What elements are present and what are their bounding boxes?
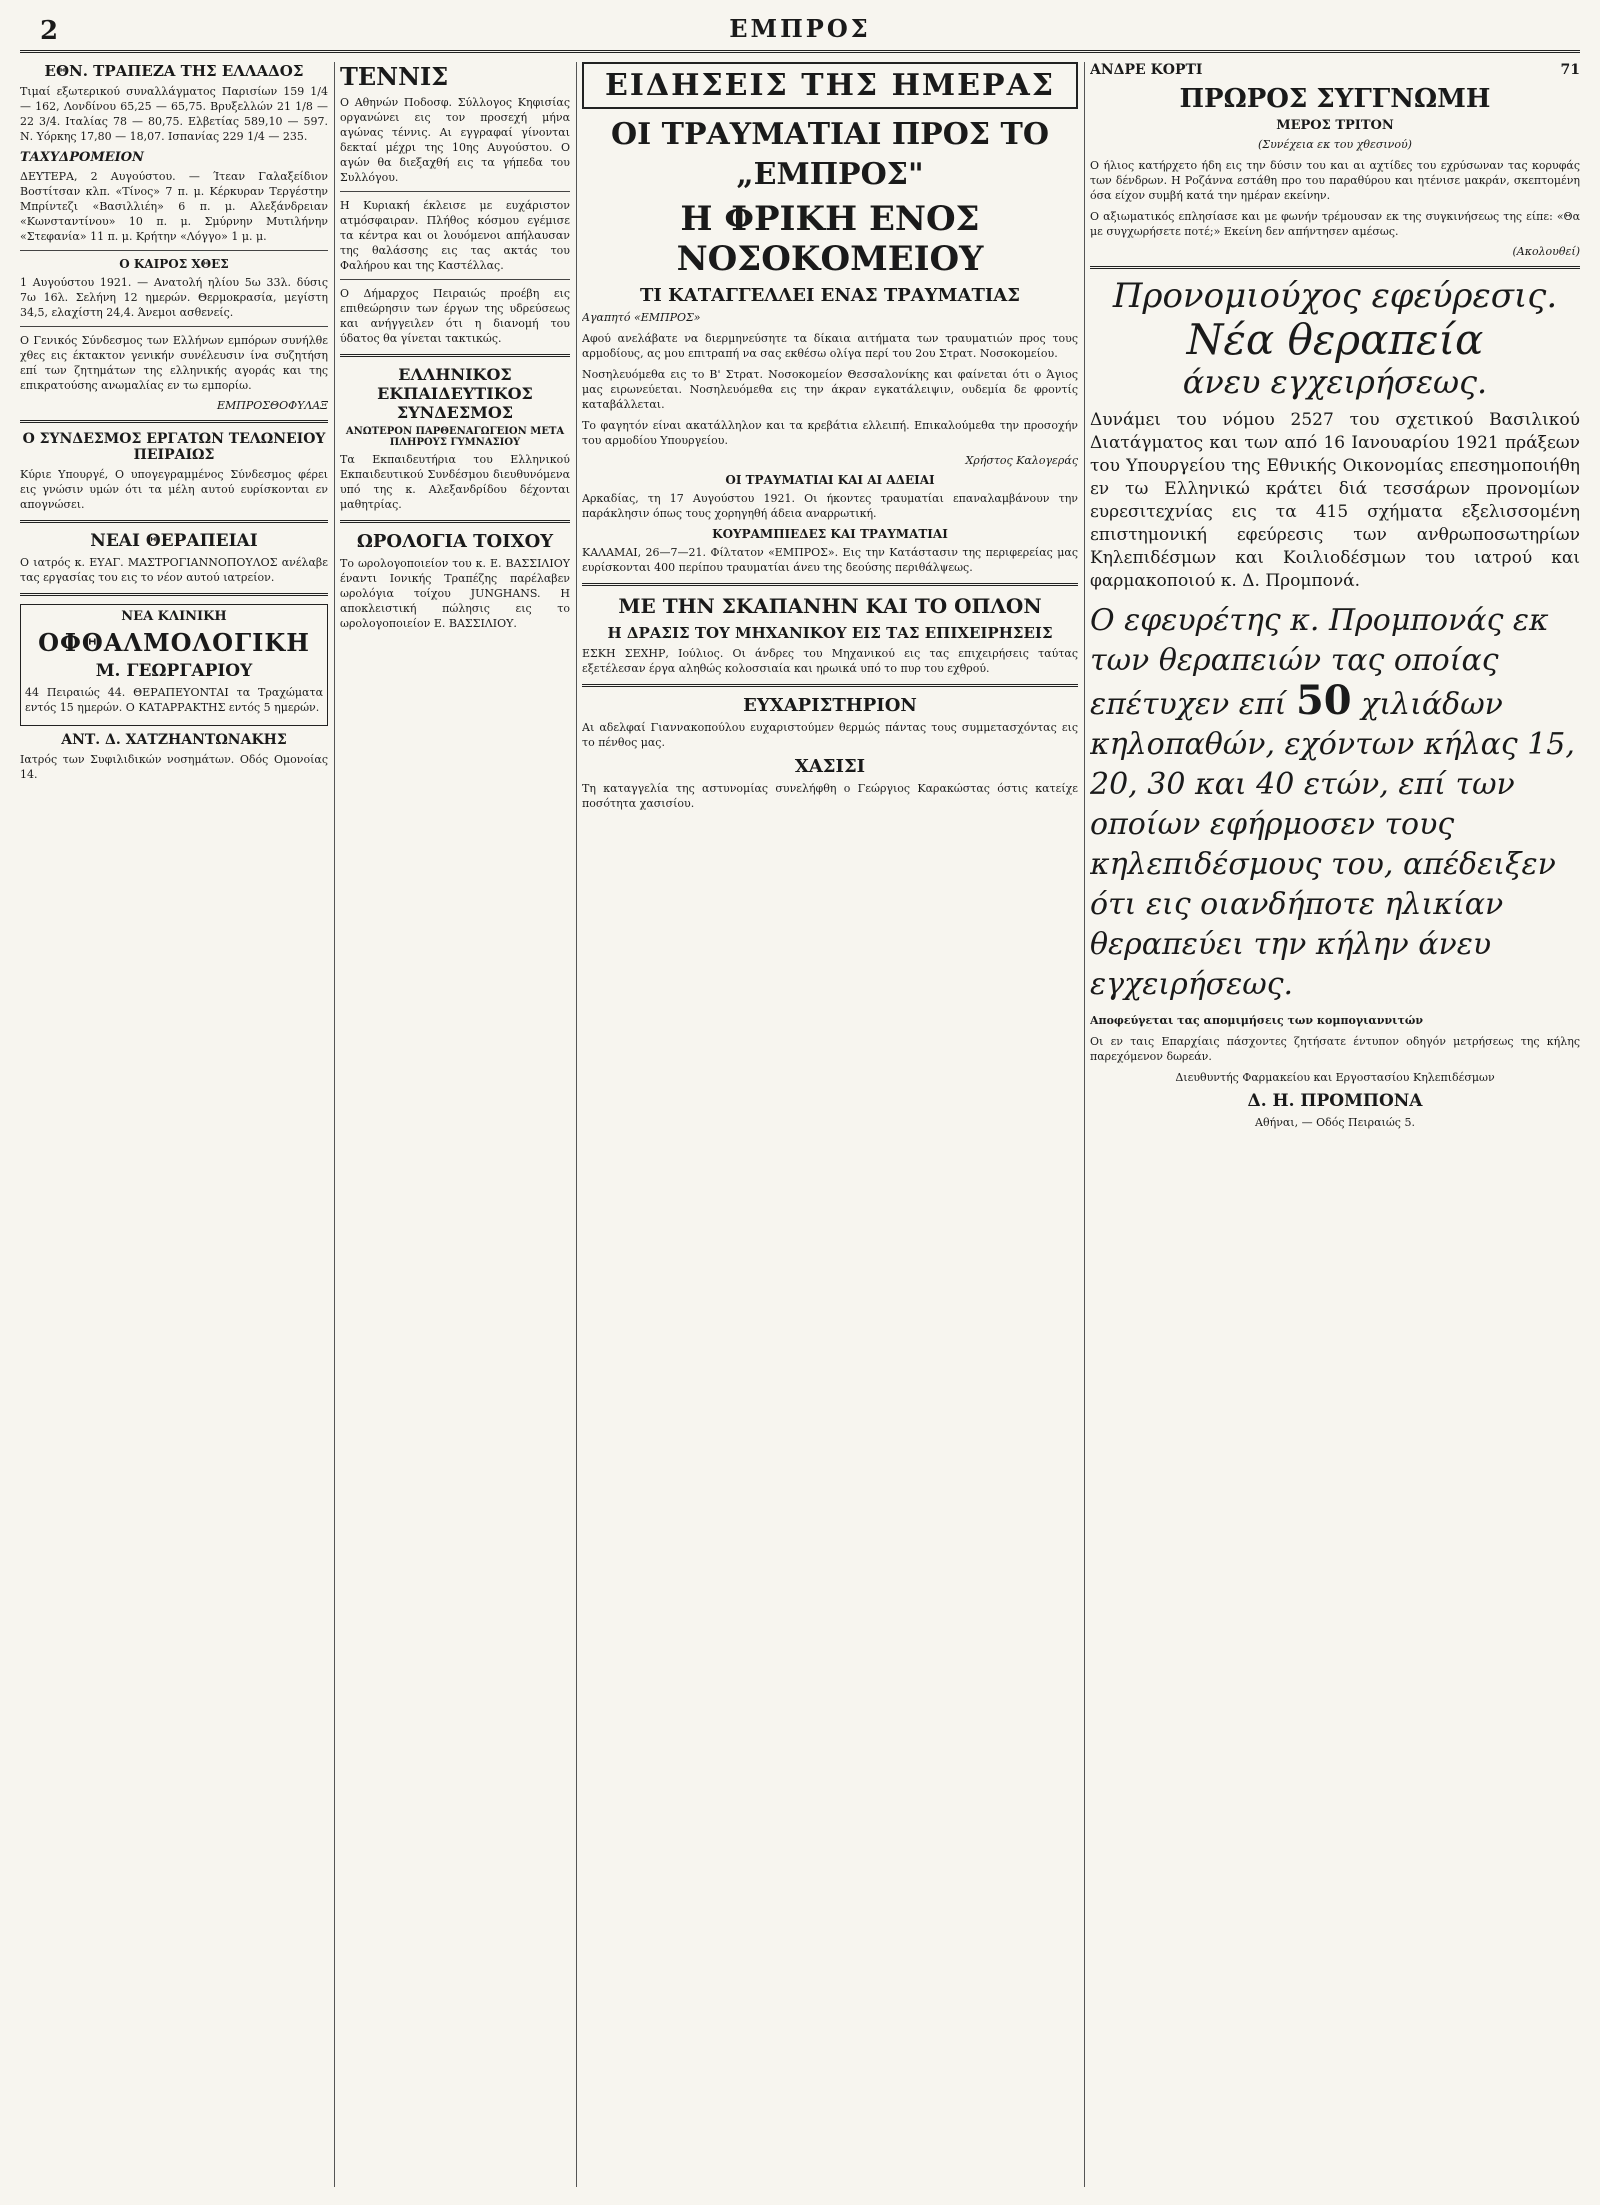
clinic-text: 44 Πειραιώς 44. ΘΕΡΑΠΕΥΟΝΤΑΙ τα Τραχώματα εντός 15 ημερών. Ο ΚΑΤΑΡΡΑΚΤΗΣ εντός 5 ημερών. <box>25 686 323 714</box>
paper-name: ΕΜΠΡΟΣ <box>729 14 871 43</box>
post-text: ΔΕΥΤΕΡΑ, 2 Αυγούστου. — Ίτεαν Γαλαξείδιον Βοστίτσαν κλπ. «Τίνος» 7 π. μ. Κέρκυραν Τεργέστην Μπρίντεζι «Βασιλλιέη» 6 π. μ. Αλεξάνδρειαν «Κωνσταντίνου» 10 π. μ. Σμύρνην Μυτιλήνην «Στεφανία» 11 π. μ. Κρήτην «Λόγγο» 1 μ. μ. <box>20 170 328 243</box>
clinic-name: Μ. ΓΕΩΡΓΑΡΙΟΥ <box>95 661 253 681</box>
column-rule <box>1084 62 1085 2187</box>
union-text: Κύριε Υπουργέ, Ο υπογεγραμμένος Σύνδεσμος φέρει εις γνώσιν υμών ότι τα μέλη αυτού ευρίσκονται εν απογνώσει. <box>20 468 328 511</box>
column2-text-2: Η Κυριακή έκλεισε με ευχάριστον ατμόσφαιραν. Πλήθος κόσμου εγέμισε τα κέντρα και οι λουόμενοι απήλαυσαν της θαλάσσης εις τας ακτάς του Φαλήρου και της Καστέλλας. <box>340 199 570 272</box>
doctor-title: ΑΝΤ. Δ. ΧΑΤΖΗΑΝΤΩΝΑΚΗΣ <box>61 732 287 748</box>
news-banner: ΕΙΔΗΣΕΙΣ ΤΗΣ ΗΜΕΡΑΣ <box>582 62 1078 109</box>
serial-part: ΜΕΡΟΣ ΤΡΙΤΟΝ <box>1276 118 1394 133</box>
tennis-text: Ο Αθηνών Ποδοσφ. Σύλλογος Κηφισίας οργανώνει εις τον προσεχή μήνα αγώνας τέννις. Αι εγγραφαί γίνονται δεκταί μέχρι της 10ης Αυγούστου. Ο αγών θα διεξαχθή εις τα γήπεδα του Συλλόγου. <box>340 96 570 184</box>
tennis-title: ΤΕΝΝΙΣ <box>340 62 449 91</box>
ad-body: Δυνάμει του νόμου 2527 του σχετικού Βασιλικού Διατάγματος και των από 16 Ιανουαρίου 1921 πράξεων του Υπουργείου της Εθνικής Οικονομίας επεσημοποιήθη εν τω Ελληνικώ κράτει διά τεσσάρων προνομίων ευρεσιτεχνίας εις τα 415 σχήματα εξελισσομένη επιστημονική εφεύρεσις των ανθρωποσωτηρίων Κηλεπιδέσμων και Κοιλιοδέσμων του ιατρού και φαρμακοποιού κ. Δ. Προμπονά. <box>1090 410 1580 592</box>
column-4 <box>1090 62 1580 1136</box>
letter-text-2: Νοσηλευόμεθα εις το Β' Στρατ. Νοσοκομείον Θεσσαλονίκης και φαίνεται ότι ο Άγιος μας ειρωνεύεται. Νοσηλευόμεθα εις την άκραν εγκατάλειψιν, ουδεμία δε φροντίς καταβάλλεται. <box>582 368 1078 411</box>
headline-3: ΤΙ ΚΑΤΑΓΓΕΛΛΕΙ ΕΝΑΣ ΤΡΑΥΜΑΤΙΑΣ <box>640 285 1020 306</box>
clinic-ad <box>20 604 328 726</box>
doctor-text: Ιατρός των Συφιλιδικών νοσημάτων. Οδός Ομονοίας 14. <box>20 753 328 781</box>
serial-note: (Συνέχεια εκ του χθεσινού) <box>1258 138 1412 151</box>
therapy-text: Ο ιατρός κ. ΕΥΑΓ. ΜΑΣΤΡΟΓΙΑΝΝΟΠΟΥΛΟΣ ανέλαβε τας εργασίας του εις το νέον αυτού ιατρείον. <box>20 556 328 584</box>
serial-author: ΑΝΔΡΕ ΚΟΡΤΙ <box>1090 62 1203 78</box>
serial-text-2: Ο αξιωματικός επλησίασε και με φωνήν τρέμουσαν εκ της συγκινήσεως της είπε: «Θα με συγχωρήσετε ποτέ;» Εκείνη δεν απήντησεν αμέσως. <box>1090 210 1580 238</box>
article-text: Ο Γενικός Σύνδεσμος των Ελλήνων εμπόρων συνήλθε χθες εις έκτακτον γενικήν συνέλευσιν ίνα συζητήση επί των ζητημάτων της ελληνικής αγοράς και της επικρατούσης ανωμαλίας εν τω εμπορίω. <box>20 334 328 392</box>
ad-address: Αθήναι, — Οδός Πειραιώς 5. <box>1255 1116 1415 1130</box>
page-number: 2 <box>40 16 59 46</box>
ad-line-3: άνευ εγχειρήσεως. <box>1182 363 1488 402</box>
letter-text-1: Αφού ανελάβατε να διερμηνεύσητε τα δίκαια αιτήματα των τραυματιών προς τους αρμοδίους, ας μου επιτραπή να σας εκθέσω ολίγα περί του 2ου Στρατ. Νοσοκομείου. <box>582 332 1078 360</box>
headline-2: Η ΦΡΙΚΗ ΕΝΟΣ ΝΟΣΟΚΟΜΕΙΟΥ <box>676 199 984 279</box>
thanks-title: ΕΥΧΑΡΙΣΤΗΡΙΟΝ <box>743 695 917 716</box>
ad-line-1: Προνομιούχος εφεύρεσις. <box>1112 276 1558 316</box>
therapy-title: ΝΕΑΙ ΘΕΡΑΠΕΙΑΙ <box>90 531 258 551</box>
ad-claim <box>1090 601 1580 1005</box>
column-rule <box>576 62 577 2187</box>
kourabiedes-title: ΚΟΥΡΑΜΠΙΕΔΕΣ ΚΑΙ ΤΡΑΥΜΑΤΙΑΙ <box>712 527 948 541</box>
ad-footer-3: Διευθυντής Φαρμακείου και Εργοστασίου Κηλεπιδέσμων <box>1175 1071 1495 1085</box>
ad-claim-second: χιλιάδων κηλοπαθών, εχόντων κήλας 15, 20, 30 και 40 ετών, επί των οποίων εφήρμοσεν τους κηλεπιδέσμους του, απέδειξεν ότι εις οιανδήποτε ηλικίαν θεραπεύει την κήλην άνευ εγχειρήσεως. <box>1090 687 1575 1003</box>
union-title: Ο ΣΥΝΔΕΣΜΟΣ ΕΡΓΑΤΩΝ ΤΕΛΩΝΕΙΟΥ ΠΕΙΡΑΙΩΣ <box>22 431 326 463</box>
weather-title: Ο ΚΑΙΡΟΣ ΧΘΕΣ <box>119 257 229 271</box>
column-1 <box>20 62 328 788</box>
ad-brand: Δ. Η. ΠΡΟΜΠΟΝΑ <box>1247 1091 1423 1112</box>
spade-text: ΕΣΚΗ ΣΕΧΗΡ, Ιούλιος. Οι άνδρες του Μηχανικού εις τας επιχειρήσεις ταύτας εξετέλεσαν έργα αληθώς κολοσσιαία και ηρωικά υπό το πυρ του εχθρού. <box>582 647 1078 675</box>
thanks-text: Αι αδελφαί Γιαννακοπούλου ευχαριστούμεν θερμώς πάντας τους συμμετασχόντας εις το πένθος μας. <box>582 721 1078 749</box>
column-2 <box>340 62 570 637</box>
masthead <box>20 14 1580 53</box>
clinic-title: ΝΕΑ ΚΛΙΝΙΚΗ <box>121 609 227 624</box>
leave-title: ΟΙ ΤΡΑΥΜΑΤΙΑΙ ΚΑΙ ΑΙ ΑΔΕΙΑΙ <box>725 473 935 487</box>
school-text: Τα Εκπαιδευτήρια του Ελληνικού Εκπαιδευτικού Συνδέσμου διευθυνόμενα υπό της κ. Αλεξανδρίδου δέχονται μαθητρίας. <box>340 453 570 511</box>
column-3 <box>582 62 1078 817</box>
letter-signature: Χρήστος Καλογεράς <box>965 454 1078 467</box>
ad-footer-1: Αποφεύγεται τας απομιμήσεις των κομπογιαννιτών <box>1090 1014 1423 1028</box>
bank-text: Τιμαί εξωτερικού συναλλάγματος Παρισίων 159 1/4 — 162, Λονδίνου 65,25 — 65,75. Βρυξελλών 21 1/8 — 22 3/4. Ιταλίας 78 — 80,75. Ελβετίας 589,10 — 597. Ν. Υόρκης 17,80 — 18,07. Ισπανίας 229 1/4 — 235. <box>20 85 328 143</box>
serial-text: Ο ήλιος κατήρχετο ήδη εις την δύσιν του και αι αχτίδες του εχρύσωναν τας κορυφάς των δένδρων. Η Ροζάννα εστάθη προ του παραθύρου και ητένισε μακράν, σκεπτομένη όσα είχον συμβή κατά την ημέραν εκείνην. <box>1090 159 1580 202</box>
serial-header <box>1090 62 1580 78</box>
kourabiedes-text: ΚΑΛΑΜΑΙ, 26—7—21. Φίλτατον «ΕΜΠΡΟΣ». Εις την Κατάστασιν της περιφερείας μας ευρίσκονται 400 περίπου τραυματίαι άνευ της δεούσης περιθάλψεως. <box>582 546 1078 574</box>
column2-text-3: Ο Δήμαρχος Πειραιώς προέβη εις επιθεώρησιν των έργων της υδρεύσεως και ανήγγειλεν ότι η διανομή του ύδατος θα γίνεται τακτικώς. <box>340 287 570 345</box>
spade-subtitle: Η ΔΡΑΣΙΣ ΤΟΥ ΜΗΧΑΝΙΚΟΥ ΕΙΣ ΤΑΣ ΕΠΙΧΕΙΡΗΣΕΙΣ <box>607 624 1053 642</box>
weather-text: 1 Αυγούστου 1921. — Ανατολή ηλίου 5ω 33λ. δύσις 7ω 16λ. Σελήνη 12 ημερών. Θερμοκρασία, μεγίστη 34,5, ελαχίστη 24,4. Άνεμοι ασθενείς. <box>20 276 328 319</box>
serial-number: 71 <box>1560 62 1580 78</box>
bank-title: ΕΘΝ. ΤΡΑΠΕΖΑ ΤΗΣ ΕΛΛΑΔΟΣ <box>44 62 304 80</box>
leave-text: Αρκαδίας, τη 17 Αυγούστου 1921. Οι ήκοντες τραυματίαι επαναλαμβάνουν την παράκλησιν όπως τους χορηγηθή άδεια αναρρωτική. <box>582 492 1078 520</box>
ad-claim-first: Ο εφευρέτης κ. Προμπονάς εκ των θεραπειών τας οποίας επέτυχεν επί <box>1090 603 1549 723</box>
article-signature: ΕΜΠΡΟΣΘΟΦΥΛΑΞ <box>216 399 328 412</box>
school-title: ΕΛΛΗΝΙΚΟΣ ΕΚΠΑΙΔΕΥΤΙΚΟΣ ΣΥΝΔΕΣΜΟΣ <box>377 365 533 422</box>
post-title: ΤΑΧΥΔΡΟΜΕΙΟΝ <box>20 150 144 165</box>
ad-claim-number: 50 <box>1295 677 1352 725</box>
ad-line-2: Νέα θεραπεία <box>1186 315 1484 365</box>
school-subtitle: ΑΝΩΤΕΡΟΝ ΠΑΡΘΕΝΑΓΩΓΕΙΟΝ ΜΕΤΑ ΠΛΗΡΟΥΣ ΓΥΜΝΑΣΙΟΥ <box>345 426 565 448</box>
hashish-text: Τη καταγγελία της αστυνομίας συνελήφθη ο Γεώργιος Καρακώστας όστις κατείχε ποσότητα χασισίου. <box>582 782 1078 810</box>
clock-title: ΩΡΟΛΟΓΙΑ ΤΟΙΧΟΥ <box>356 531 554 552</box>
serial-continued: (Ακολουθεί) <box>1512 245 1580 258</box>
letter-salutation: Αγαπητό «ΕΜΠΡΟΣ» <box>582 311 701 324</box>
clock-text: Το ωρολογοποιείον του κ. Ε. ΒΑΣΣΙΛΙΟΥ έναντι Ιονικής Τραπέζης παρέλαβεν ωρολόγια τοίχου JUNGHANS. Η αποκλειστική πώλησις εις το ωρολογοποιείον Ε. ΒΑΣΣΙΛΙΟΥ. <box>340 557 570 630</box>
letter-text-3: Το φαγητόν είναι ακατάλληλον και τα κρεβάτια ελλειπή. Επικαλούμεθα την προσοχήν του αρμοδίου Υπουργείου. <box>582 419 1078 447</box>
headline-1: ΟΙ ΤΡΑΥΜΑΤΙΑΙ ΠΡΟΣ ΤΟ „ΕΜΠΡΟΣ" <box>611 117 1049 192</box>
clinic-big-title: ΟΦΘΑΛΜΟΛΟΓΙΚΗ <box>38 628 310 657</box>
serial-title: ΠΡΩΡΟΣ ΣΥΓΓΝΩΜΗ <box>1179 84 1491 114</box>
hashish-title: ΧΑΣΙΣΙ <box>794 756 866 777</box>
column-rule <box>334 62 335 2187</box>
ad-footer-2: Οι εν ταις Επαρχίαις πάσχοντες ζητήσατε έντυπον οδηγόν μετρήσεως της κήλης παρεχόμενον δωρεάν. <box>1090 1035 1580 1064</box>
spade-title: ΜΕ ΤΗΝ ΣΚΑΠΑΝΗΝ ΚΑΙ ΤΟ ΟΠΛΟΝ <box>618 594 1042 618</box>
